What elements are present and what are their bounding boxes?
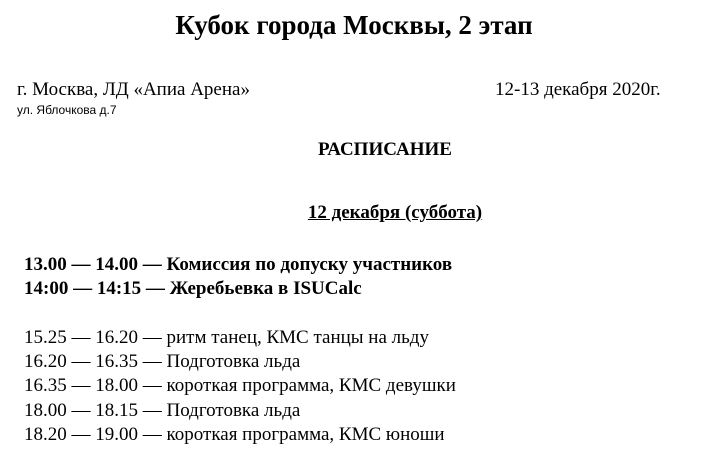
schedule-item: 18.00 — 18.15 — Подготовка льда	[24, 399, 301, 421]
venue-text: г. Москва, ЛД «Апиа Арена»	[17, 79, 250, 100]
schedule-heading: РАСПИСАНИЕ	[318, 139, 452, 160]
event-dates: 12-13 декабря 2020г.	[495, 79, 661, 100]
schedule-item-bold: 13.00 — 14.00 — Комиссия по допуску участников	[24, 254, 453, 275]
bold-schedule-list	[24, 253, 452, 301]
schedule-item-bold: 14:00 — 14:15 — Жеребьевка в ISUCalc	[24, 278, 362, 300]
venue-address: ул. Яблочкова д.7	[17, 103, 117, 117]
schedule-list	[24, 326, 456, 447]
schedule-item: 18.20 — 19.00 — короткая программа, КМС юноши	[24, 423, 445, 445]
day-heading: 12 декабря (суббота)	[307, 202, 483, 223]
schedule-item: 15.25 — 16.20 — ритм танец, КМС танцы на льду	[24, 327, 429, 348]
document-title: Кубок города Москвы, 2 этап	[175, 10, 533, 40]
schedule-item: 16.35 — 18.00 — короткая программа, КМС девушки	[24, 375, 456, 397]
schedule-item: 16.20 — 16.35 — Подготовка льда	[24, 351, 301, 373]
